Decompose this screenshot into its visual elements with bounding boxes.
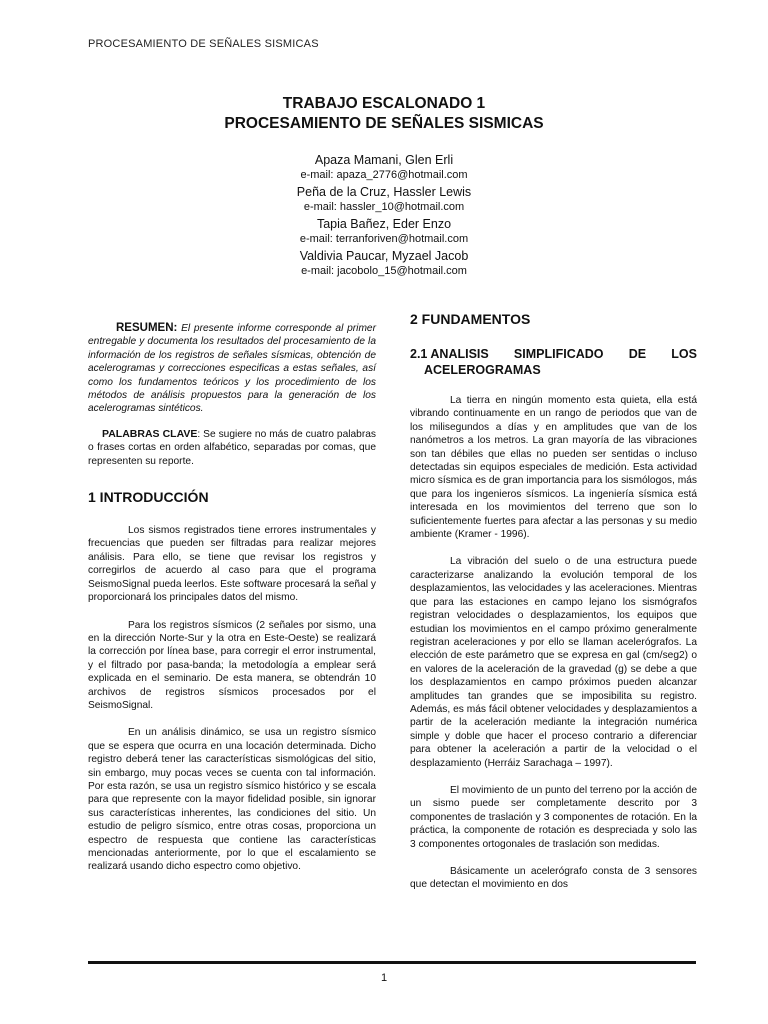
keywords — [88, 428, 376, 468]
fundamentos-heading: 2 FUNDAMENTOS — [410, 311, 531, 327]
subsection-heading-line2: ACELEROGRAMAS — [424, 363, 541, 377]
author-email: e-mail: jacobolo_15@hotmail.com — [301, 265, 467, 277]
author-name: Valdivia Paucar, Myzael Jacob — [299, 249, 469, 263]
intro-paragraph: En un análisis dinámico, se usa un registro sísmico que se espera que ocurra en una locación determinada. Dicho registro deberá tener las características sismológicas del sitio, sin embargo, muy pocas veces se cuenta con tal información. Por esta razón, se usa un registro sísmico histórico y se escala para que represente con la mayor fidelidad posible, sin ignorar sus características inherentes, las condiciones del sitio. Un estudio de peligro sísmico, entre otras cosas, proporciona un espectro de respuesta que contiene las características mencionadas anteriormente, por lo que el escalamiento se realizará usando dicho espectro como objetivo. — [88, 727, 376, 873]
author-email: e-mail: hassler_10@hotmail.com — [303, 201, 465, 213]
keywords-label: PALABRAS CLAVE — [102, 427, 198, 440]
paper-title — [0, 94, 768, 134]
fundamentos-paragraph: Básicamente un acelerógrafo consta de 3 sensores que detectan el movimiento en dos — [410, 866, 697, 891]
intro-paragraph: Para los registros sísmicos (2 señales por sismo, una en la dirección Norte-Sur y la otra en Este-Oeste) se realizará la corrección por línea base, para corregir el error instrumental, y el filtrado por pasa-banda; la metodología a emplear será explicada en el seminario. De esta manera, se obtendrán 10 archivos de registros sísmicos procesados por el SeismoSignal. — [88, 619, 376, 711]
author-email: e-mail: apaza_2776@hotmail.com — [300, 169, 468, 181]
abstract-label: RESUMEN: — [116, 322, 178, 334]
fundamentos-paragraph: El movimiento de un punto del terreno por la acción de un sismo puede ser completamente descrito por 3 componentes de traslación y 3 componentes de rotación. En la práctica, la componente de rotación es despreciada y solo las 3 componentes ortogonales de traslación son medidas. — [410, 784, 697, 850]
abstract-text: El presente informe corresponde al primer entregable y documenta los resultados del procesamiento de la información de los registros de señales sísmicas, obtención de acelerogramas y correcciones especificas a estas señales, así como los fundamentos teóricos y los procedimiento de los métodos de análisis propuestos para la generación de los acelerogramas sintéticos. — [88, 323, 376, 415]
fundamentos-paragraph: La vibración del suelo o de una estructura puede caracterizarse analizando la evolución temporal de los desplazamientos, las velocidades y las aceleraciones. Mientras que para las estaciones en campo lejano los sismógrafos registran velocidades o desplazamientos, los equipos que estudian los movimientos en el campo próximo generalmente registran aceleraciones y por ello se llaman acelerógrafos. La elección de este parámetro que se expresa en gal (cm/seg2) o en valores de la aceleración de la gravedad (g) se debe a que los desplazamientos en campo próximos pueden alcanzar amplitudes tan grandes que se imposibilita su registro. Además, es más fácil obtener velocidades y desplazamientos a partir de la aceleración mediante la integración numérica simple y doble que hacer el proceso contrario a diferenciar para obtener la aceleración a partir de la velocidad o el desplazamiento (Herráiz Sarachaga – 1997). — [410, 556, 697, 769]
title-line-1: TRABAJO ESCALONADO 1 — [282, 95, 486, 112]
subsection-word: SIMPLIFICADO — [513, 347, 604, 361]
footer-rule — [88, 961, 696, 964]
running-head: PROCESAMIENTO DE SEÑALES SISMICAS — [88, 38, 319, 50]
subsection-word: DE — [628, 347, 647, 361]
right-column — [410, 310, 697, 892]
left-column — [88, 322, 376, 874]
intro-paragraph: Los sismos registrados tiene errores instrumentales y frecuencias que pueden ser filtradas para realizar mejores análisis. Para ello, se tiene que revisar los registros y corregirlos de acuerdo al caso para que el programa SeismoSignal pueda leerlos. Este software procesará la señal y proporcionará los principales datos del mismo. — [88, 525, 376, 604]
title-line-2: PROCESAMIENTO DE SEÑALES SISMICAS — [224, 115, 544, 132]
page-number: 1 — [380, 972, 388, 984]
keywords-text: : Se sugiere no más de cuatro palabras o frases cortas en orden alfabético, separadas por comas, que representen su reporte. — [88, 428, 376, 467]
author-name: Tapia Bañez, Eder Enzo — [316, 217, 452, 231]
subsection-word: LOS — [671, 347, 697, 361]
author-list — [0, 152, 768, 280]
abstract — [88, 322, 376, 416]
subsection-number: 2.1 ANALISIS — [410, 347, 489, 361]
intro-heading: 1 INTRODUCCIÓN — [88, 489, 209, 506]
fundamentos-paragraph: La tierra en ningún momento esta quieta, ella está vibrando continuamente en un rango de periodos que van de los milisegundos a días y en amplitudes que van de los nanómetros a los metros. La gran mayoría de las vibraciones son tan débiles que ellas no pueden ser sentidas o incluso detectadas sin equipos especiales de medición. Esta actividad micro sísmica es de gran importancia para los sismólogos, más que para los ingenieros sísmicos. La ingeniería sísmica está interesada en los movimientos del terreno que son lo suficientemente fuertes para afectar a las personas y su medio ambiente (Kramer - 1996). — [410, 395, 697, 541]
author-name: Apaza Mamani, Glen Erli — [314, 153, 454, 167]
author-name: Peña de la Cruz, Hassler Lewis — [296, 185, 472, 199]
author-email: e-mail: terranforiven@hotmail.com — [299, 233, 469, 245]
subsection-heading — [410, 346, 697, 362]
